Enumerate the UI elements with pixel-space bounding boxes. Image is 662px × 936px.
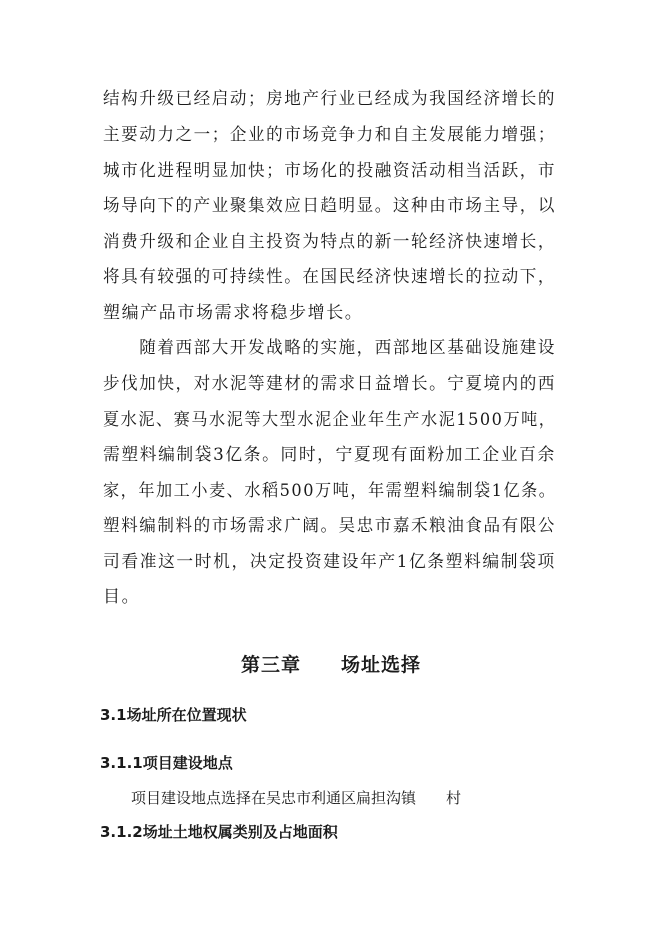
site-location-text: 项目建设地点选择在吴忠市利通区扁担沟镇 村 (131, 789, 462, 807)
chapter-title: 第三章 场址选择 (240, 654, 421, 676)
paragraph-2-line-4: 需塑料编制袋3亿条。同时，宁夏现有面粉加工企业百余 (103, 445, 556, 465)
paragraph-2-line-3: 夏水泥、赛马水泥等大型水泥企业年生产水泥1500万吨， (103, 410, 557, 430)
paragraph-2-line-5: 家，年加工小麦、水稻500万吨，年需塑料编制袋1亿条。 (103, 481, 557, 501)
paragraph-1-line-7: 塑编产品市场需求将稳步增长。 (103, 303, 364, 323)
paragraph-1-line-6: 将具有较强的可持续性。在国民经济快速增长的拉动下， (103, 267, 557, 287)
paragraph-1-line-5: 消费升级和企业自主投资为特点的新一轮经济快速增长， (103, 232, 557, 252)
paragraph-1-line-3: 城市化进程明显加快；市场化的投融资活动相当活跃，市 (103, 161, 557, 181)
section-3-1-2-heading: 3.1.2场址土地权属类别及占地面积 (100, 823, 338, 841)
section-3-1-1-heading: 3.1.1项目建设地点 (100, 754, 233, 772)
section-3-1-heading: 3.1场址所在位置现状 (100, 706, 247, 724)
paragraph-2-line-2: 步伐加快，对水泥等建材的需求日益增长。宁夏境内的西 (103, 374, 557, 394)
paragraph-1-line-4: 场导向下的产业聚集效应日趋明显。这种由市场主导，以 (103, 196, 557, 216)
paragraph-2-line-6: 塑料编制料的市场需求广阔。吴忠市嘉禾粮油食品有限公 (103, 516, 557, 536)
paragraph-1-line-2: 主要动力之一；企业的市场竞争力和自主发展能力增强； (103, 125, 557, 145)
paragraph-2-line-8: 目。 (103, 587, 141, 607)
paragraph-2-line-7: 司看准这一时机，决定投资建设年产1亿条塑料编制袋项 (103, 552, 556, 572)
paragraph-2-line-1: 随着西部大开发战略的实施，西部地区基础设施建设 (103, 338, 557, 358)
paragraph-1-line-1: 结构升级已经启动；房地产行业已经成为我国经济增长的 (103, 89, 557, 109)
